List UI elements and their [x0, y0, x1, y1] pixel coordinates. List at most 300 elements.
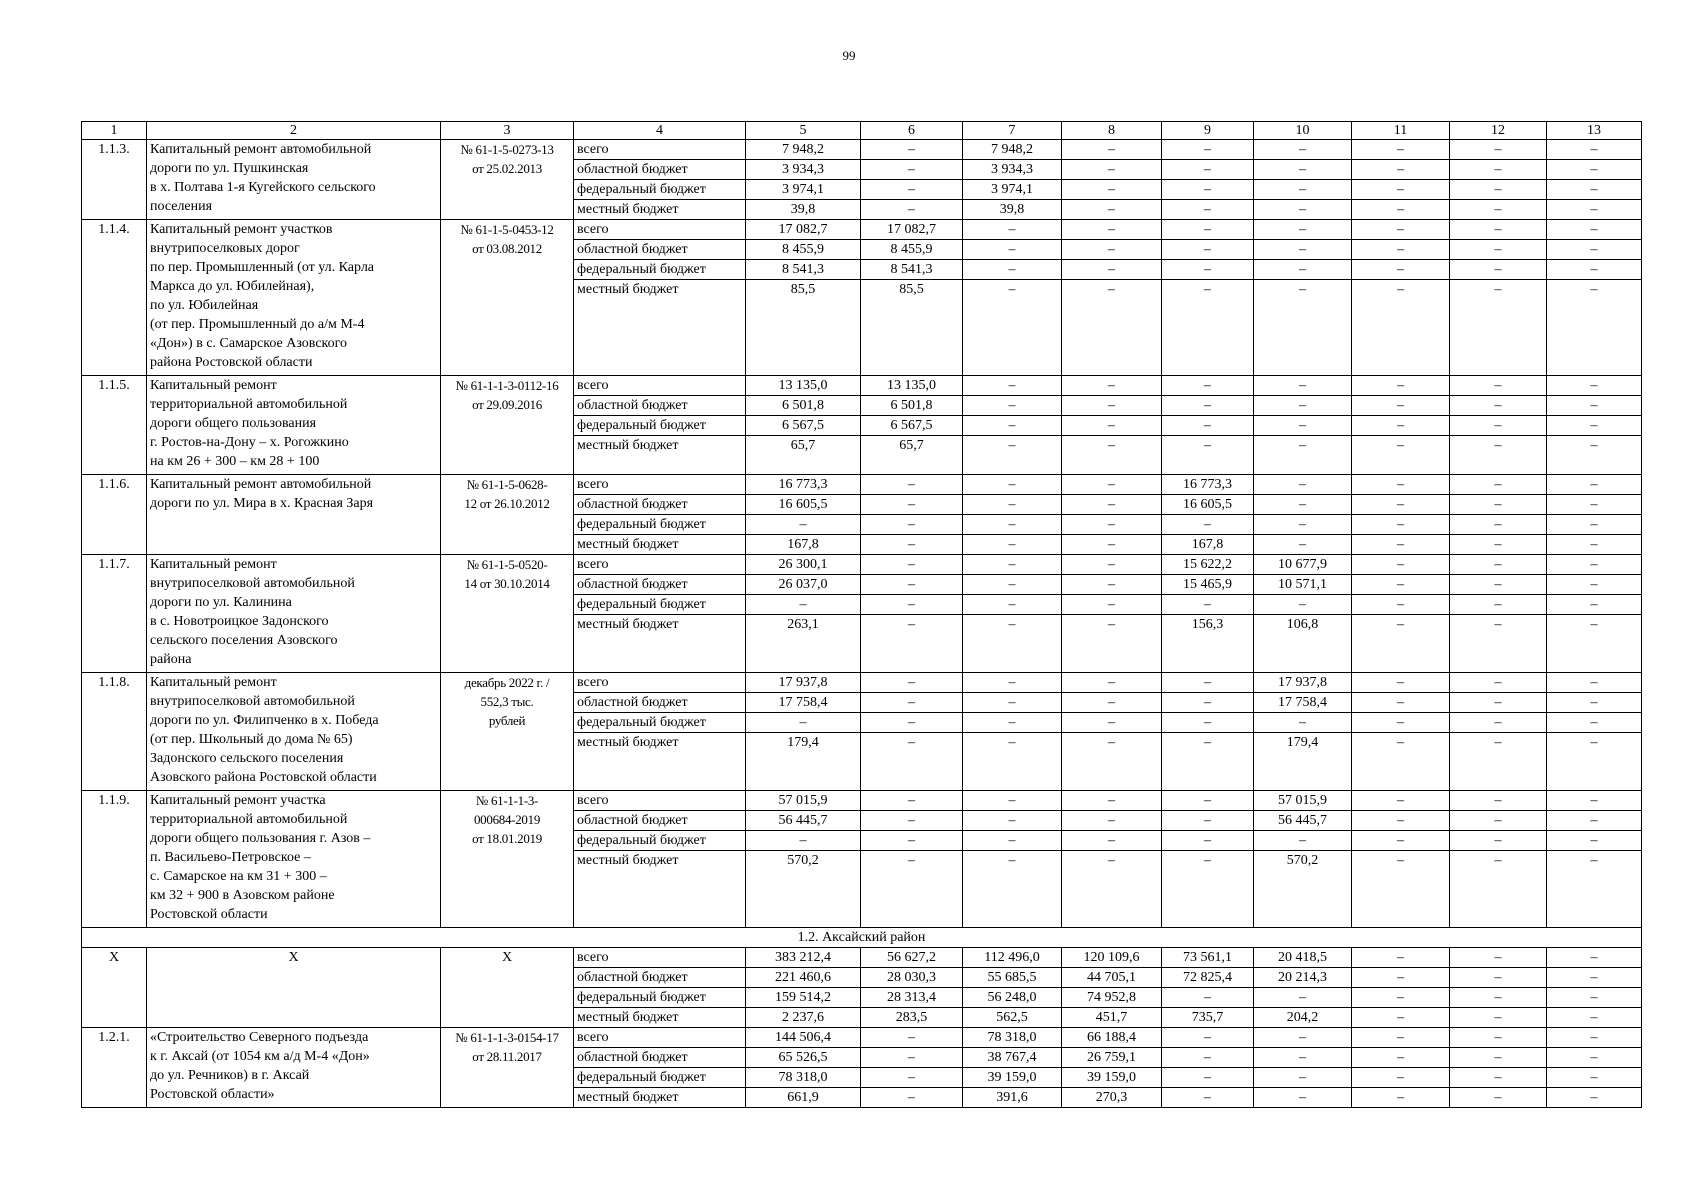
value-cell: –	[1352, 200, 1450, 220]
value-cell: 65 526,5	[746, 1048, 861, 1068]
text-line: сельского поселения Азовского	[150, 633, 338, 648]
value-cell: –	[1450, 1028, 1547, 1048]
funding-source: местный бюджет	[574, 733, 746, 791]
value-cell: –	[1352, 140, 1450, 160]
item-number: 1.1.9.	[82, 791, 147, 928]
value-cell: –	[1162, 436, 1254, 475]
value-cell: –	[1547, 495, 1642, 515]
value-cell: –	[1352, 260, 1450, 280]
value-cell: –	[1547, 851, 1642, 928]
value-cell: –	[861, 791, 963, 811]
value-cell: –	[1547, 280, 1642, 376]
table-row	[82, 673, 1642, 693]
value-cell: –	[963, 555, 1062, 575]
value-cell: –	[746, 515, 861, 535]
funding-source: областной бюджет	[574, 693, 746, 713]
value-cell: –	[1450, 988, 1547, 1008]
value-cell: 17 937,8	[1254, 673, 1352, 693]
value-cell: –	[1547, 140, 1642, 160]
value-cell: –	[1254, 831, 1352, 851]
value-cell: –	[963, 575, 1062, 595]
text-line: № 61-1-5-0273-13	[460, 142, 554, 157]
value-cell: 16 773,3	[1162, 475, 1254, 495]
funding-source: всего	[574, 376, 746, 396]
value-cell: 6 501,8	[746, 396, 861, 416]
text-line: от 03.08.2012	[472, 241, 542, 256]
value-cell: –	[1547, 1068, 1642, 1088]
value-cell: –	[963, 436, 1062, 475]
value-cell: –	[1352, 1088, 1450, 1108]
value-cell: 39 159,0	[963, 1068, 1062, 1088]
value-cell: –	[1162, 396, 1254, 416]
value-cell: 221 460,6	[746, 968, 861, 988]
value-cell: –	[1450, 811, 1547, 831]
text-line: дороги по ул. Калинина	[150, 595, 292, 610]
text-line: дороги по ул. Пушкинская	[150, 161, 309, 176]
value-cell: –	[1352, 220, 1450, 240]
value-cell: 570,2	[1254, 851, 1352, 928]
value-cell: –	[1162, 831, 1254, 851]
value-cell: –	[1062, 713, 1162, 733]
value-cell: –	[1547, 1008, 1642, 1028]
table-row	[82, 1028, 1642, 1048]
item-number: 1.1.8.	[82, 673, 147, 791]
value-cell: –	[963, 713, 1062, 733]
value-cell: 56 627,2	[861, 948, 963, 968]
value-cell: –	[1062, 673, 1162, 693]
value-cell: –	[1547, 260, 1642, 280]
value-cell: –	[1547, 968, 1642, 988]
value-cell: –	[861, 595, 963, 615]
value-cell: –	[1254, 1048, 1352, 1068]
value-cell: –	[1062, 436, 1162, 475]
column-number: 4	[574, 122, 746, 140]
value-cell: –	[1062, 160, 1162, 180]
funding-source: областной бюджет	[574, 811, 746, 831]
value-cell: –	[1450, 791, 1547, 811]
value-cell: –	[1352, 831, 1450, 851]
text-line: г. Ростов-на-Дону – х. Рогожкино	[150, 435, 349, 450]
value-cell: –	[1352, 988, 1450, 1008]
value-cell: 17 937,8	[746, 673, 861, 693]
value-cell: 383 212,4	[746, 948, 861, 968]
value-cell: –	[1254, 200, 1352, 220]
value-cell: –	[1352, 515, 1450, 535]
value-cell: 159 514,2	[746, 988, 861, 1008]
value-cell: 16 773,3	[746, 475, 861, 495]
value-cell: –	[861, 575, 963, 595]
value-cell: –	[1062, 376, 1162, 396]
column-number: 12	[1450, 122, 1547, 140]
value-cell: 283,5	[861, 1008, 963, 1028]
text-line: Капитальный ремонт участков	[150, 222, 333, 237]
value-cell: 73 561,1	[1162, 948, 1254, 968]
value-cell: –	[1162, 988, 1254, 1008]
value-cell: 167,8	[1162, 535, 1254, 555]
value-cell: 6 501,8	[861, 396, 963, 416]
funding-source: федеральный бюджет	[574, 831, 746, 851]
value-cell: –	[1254, 396, 1352, 416]
value-cell: –	[1062, 831, 1162, 851]
column-number: 11	[1352, 122, 1450, 140]
value-cell: 16 605,5	[746, 495, 861, 515]
value-cell: –	[861, 713, 963, 733]
value-cell: –	[1254, 515, 1352, 535]
value-cell: –	[1162, 1068, 1254, 1088]
value-cell: –	[1547, 1028, 1642, 1048]
value-cell: –	[1062, 811, 1162, 831]
value-cell: –	[1162, 595, 1254, 615]
text-line: дороги общего пользования	[150, 416, 317, 431]
value-cell: –	[1254, 180, 1352, 200]
value-cell: –	[861, 140, 963, 160]
value-cell: 39,8	[746, 200, 861, 220]
value-cell: –	[1162, 693, 1254, 713]
value-cell: –	[861, 515, 963, 535]
text-line: № 61-1-1-3-0112-16	[455, 378, 559, 393]
value-cell: –	[1352, 475, 1450, 495]
value-cell: –	[1162, 713, 1254, 733]
value-cell: –	[1352, 1028, 1450, 1048]
column-number: 5	[746, 122, 861, 140]
value-cell: 179,4	[746, 733, 861, 791]
item-number: 1.1.5.	[82, 376, 147, 475]
text-line: декабрь 2022 г. /	[464, 675, 550, 690]
value-cell: –	[861, 733, 963, 791]
value-cell: –	[1450, 1048, 1547, 1068]
value-cell: –	[861, 673, 963, 693]
value-cell: 3 974,1	[963, 180, 1062, 200]
value-cell: –	[861, 535, 963, 555]
value-cell: 56 445,7	[1254, 811, 1352, 831]
value-cell: –	[861, 200, 963, 220]
value-cell: –	[1450, 673, 1547, 693]
value-cell: –	[1450, 495, 1547, 515]
value-cell: –	[1162, 280, 1254, 376]
value-cell: –	[1062, 515, 1162, 535]
value-cell: –	[1254, 220, 1352, 240]
text-line: по ул. Юбилейная	[150, 298, 259, 313]
value-cell: –	[1062, 595, 1162, 615]
table-row	[82, 555, 1642, 575]
item-document	[441, 673, 574, 791]
value-cell: 120 109,6	[1062, 948, 1162, 968]
item-document	[441, 140, 574, 220]
text-line: Задонского сельского поселения	[150, 751, 344, 766]
text-line: поселения	[150, 199, 213, 214]
funding-source: всего	[574, 1028, 746, 1048]
item-name	[147, 555, 441, 673]
value-cell: 17 758,4	[746, 693, 861, 713]
value-cell: –	[1450, 968, 1547, 988]
value-cell: –	[1352, 948, 1450, 968]
value-cell: –	[1254, 1068, 1352, 1088]
section-mark: Х	[441, 948, 574, 1028]
value-cell: –	[1352, 693, 1450, 713]
section-mark: Х	[82, 948, 147, 1028]
text-line: территориальной автомобильной	[150, 812, 348, 827]
value-cell: –	[1450, 220, 1547, 240]
table-row	[82, 948, 1642, 968]
value-cell: –	[1450, 851, 1547, 928]
funding-source: местный бюджет	[574, 1088, 746, 1108]
text-line: № 61-1-5-0520-	[466, 557, 548, 572]
item-document	[441, 1028, 574, 1108]
value-cell: –	[963, 280, 1062, 376]
value-cell: –	[1254, 535, 1352, 555]
value-cell: –	[1547, 200, 1642, 220]
value-cell: –	[861, 693, 963, 713]
value-cell: –	[1547, 811, 1642, 831]
value-cell: –	[1352, 555, 1450, 575]
value-cell: –	[1450, 140, 1547, 160]
text-line: п. Васильево-Петровское –	[150, 850, 311, 865]
funding-source: местный бюджет	[574, 280, 746, 376]
text-line: 552,3 тыс.	[480, 694, 534, 709]
column-number: 8	[1062, 122, 1162, 140]
value-cell: 28 313,4	[861, 988, 963, 1008]
funding-source: местный бюджет	[574, 851, 746, 928]
value-cell: –	[963, 615, 1062, 673]
value-cell: 263,1	[746, 615, 861, 673]
value-cell: –	[963, 851, 1062, 928]
value-cell: –	[1162, 1088, 1254, 1108]
value-cell: 106,8	[1254, 615, 1352, 673]
funding-source: всего	[574, 140, 746, 160]
value-cell: –	[1062, 575, 1162, 595]
funding-source: федеральный бюджет	[574, 988, 746, 1008]
text-line: № 61-1-1-3-	[475, 793, 539, 808]
text-line: дороги по ул. Филипченко в х. Победа	[150, 713, 379, 728]
value-cell: 8 541,3	[746, 260, 861, 280]
value-cell: –	[963, 595, 1062, 615]
value-cell: –	[1162, 1028, 1254, 1048]
table-row	[82, 140, 1642, 160]
value-cell: –	[1352, 376, 1450, 396]
item-number: 1.1.7.	[82, 555, 147, 673]
value-cell: –	[963, 396, 1062, 416]
value-cell: –	[1450, 200, 1547, 220]
value-cell: –	[963, 733, 1062, 791]
value-cell: –	[1547, 673, 1642, 693]
text-line: внутрипоселковой автомобильной	[150, 694, 355, 709]
value-cell: –	[1352, 851, 1450, 928]
value-cell: –	[1547, 436, 1642, 475]
value-cell: –	[1547, 733, 1642, 791]
value-cell: –	[1352, 968, 1450, 988]
value-cell: 391,6	[963, 1088, 1062, 1108]
value-cell: –	[861, 1048, 963, 1068]
value-cell: –	[1450, 1068, 1547, 1088]
text-line: км 32 + 900 в Азовском районе	[150, 888, 335, 903]
value-cell: –	[861, 1088, 963, 1108]
value-cell: –	[1547, 575, 1642, 595]
value-cell: 8 455,9	[861, 240, 963, 260]
page-number: 99	[842, 48, 856, 63]
value-cell: –	[1547, 515, 1642, 535]
value-cell: –	[1254, 475, 1352, 495]
value-cell: –	[1254, 1088, 1352, 1108]
value-cell: 204,2	[1254, 1008, 1352, 1028]
value-cell: –	[1062, 851, 1162, 928]
text-line: (от пер. Промышленный до а/м М-4	[150, 317, 365, 332]
item-name	[147, 220, 441, 376]
value-cell: 13 135,0	[861, 376, 963, 396]
value-cell: 20 214,3	[1254, 968, 1352, 988]
value-cell: –	[1547, 180, 1642, 200]
value-cell: –	[861, 160, 963, 180]
value-cell: 78 318,0	[963, 1028, 1062, 1048]
value-cell: –	[1547, 595, 1642, 615]
value-cell: –	[1547, 1048, 1642, 1068]
value-cell: –	[1547, 791, 1642, 811]
value-cell: –	[861, 1028, 963, 1048]
text-line: 14 от 30.10.2014	[464, 576, 550, 591]
value-cell: 7 948,2	[963, 140, 1062, 160]
value-cell: –	[963, 220, 1062, 240]
value-cell: 39,8	[963, 200, 1062, 220]
text-line: дороги по ул. Мира в х. Красная Заря	[150, 496, 374, 511]
value-cell: 55 685,5	[963, 968, 1062, 988]
value-cell: –	[1062, 535, 1162, 555]
value-cell: –	[1254, 160, 1352, 180]
value-cell: –	[1254, 240, 1352, 260]
value-cell: 10 571,1	[1254, 575, 1352, 595]
item-number: 1.2.1.	[82, 1028, 147, 1108]
text-line: Азовского района Ростовской области	[150, 770, 377, 785]
value-cell: –	[1547, 988, 1642, 1008]
value-cell: –	[861, 811, 963, 831]
funding-source: федеральный бюджет	[574, 416, 746, 436]
budget-table	[81, 121, 1642, 1108]
value-cell: –	[1162, 851, 1254, 928]
value-cell: –	[1254, 713, 1352, 733]
text-line: к г. Аксай (от 1054 км а/д М-4 «Дон»	[150, 1049, 370, 1064]
value-cell: –	[1450, 475, 1547, 495]
value-cell: –	[1352, 1008, 1450, 1028]
value-cell: –	[1450, 693, 1547, 713]
value-cell: –	[1450, 831, 1547, 851]
value-cell: –	[1062, 555, 1162, 575]
value-cell: –	[1547, 615, 1642, 673]
value-cell: –	[1352, 160, 1450, 180]
value-cell: –	[1352, 673, 1450, 693]
item-document	[441, 791, 574, 928]
value-cell: –	[861, 555, 963, 575]
value-cell: 270,3	[1062, 1088, 1162, 1108]
funding-source: областной бюджет	[574, 968, 746, 988]
value-cell: 56 248,0	[963, 988, 1062, 1008]
funding-source: областной бюджет	[574, 240, 746, 260]
funding-source: областной бюджет	[574, 160, 746, 180]
value-cell: 26 037,0	[746, 575, 861, 595]
value-cell: –	[746, 831, 861, 851]
funding-source: местный бюджет	[574, 535, 746, 555]
column-number: 7	[963, 122, 1062, 140]
value-cell: –	[1450, 436, 1547, 475]
value-cell: –	[1547, 240, 1642, 260]
text-line: внутрипоселковой автомобильной	[150, 576, 355, 591]
value-cell: –	[1547, 220, 1642, 240]
value-cell: –	[963, 811, 1062, 831]
value-cell: –	[1254, 436, 1352, 475]
value-cell: –	[1352, 733, 1450, 791]
text-line: 12 от 26.10.2012	[464, 496, 550, 511]
value-cell: –	[963, 831, 1062, 851]
text-line: Ростовской области»	[150, 1087, 275, 1102]
value-cell: –	[861, 615, 963, 673]
value-cell: 65,7	[746, 436, 861, 475]
value-cell: 57 015,9	[746, 791, 861, 811]
funding-source: всего	[574, 948, 746, 968]
value-cell: –	[1352, 436, 1450, 475]
text-line: территориальной автомобильной	[150, 397, 348, 412]
value-cell: –	[1254, 376, 1352, 396]
column-number: 2	[147, 122, 441, 140]
value-cell: 10 677,9	[1254, 555, 1352, 575]
text-line: Капитальный ремонт участка	[150, 793, 326, 808]
text-line: дороги общего пользования г. Азов –	[150, 831, 371, 846]
value-cell: –	[861, 495, 963, 515]
value-cell: 20 418,5	[1254, 948, 1352, 968]
table-row	[82, 376, 1642, 396]
value-cell: –	[1162, 733, 1254, 791]
value-cell: 3 974,1	[746, 180, 861, 200]
value-cell: –	[963, 791, 1062, 811]
item-name	[147, 140, 441, 220]
column-number: 3	[441, 122, 574, 140]
item-document	[441, 555, 574, 673]
value-cell: 56 445,7	[746, 811, 861, 831]
value-cell: –	[1162, 673, 1254, 693]
funding-source: федеральный бюджет	[574, 260, 746, 280]
value-cell: –	[1162, 791, 1254, 811]
value-cell: –	[1450, 280, 1547, 376]
value-cell: –	[1352, 240, 1450, 260]
value-cell: 85,5	[746, 280, 861, 376]
value-cell: –	[963, 260, 1062, 280]
item-document	[441, 376, 574, 475]
funding-source: всего	[574, 555, 746, 575]
text-line: до ул. Речников) в г. Аксай	[150, 1068, 310, 1083]
funding-source: областной бюджет	[574, 1048, 746, 1068]
value-cell: –	[1254, 495, 1352, 515]
value-cell: –	[1547, 416, 1642, 436]
value-cell: –	[1254, 280, 1352, 376]
value-cell: –	[1450, 240, 1547, 260]
funding-source: федеральный бюджет	[574, 595, 746, 615]
text-line: рублей	[488, 713, 526, 728]
value-cell: –	[1162, 180, 1254, 200]
value-cell: 39 159,0	[1062, 1068, 1162, 1088]
text-line: от 28.11.2017	[472, 1049, 542, 1064]
value-cell: –	[1352, 615, 1450, 673]
value-cell: –	[1352, 396, 1450, 416]
item-document	[441, 475, 574, 555]
value-cell: –	[1062, 733, 1162, 791]
value-cell: 78 318,0	[746, 1068, 861, 1088]
value-cell: –	[1162, 200, 1254, 220]
text-line: № 61-1-5-0453-12	[460, 222, 554, 237]
value-cell: 13 135,0	[746, 376, 861, 396]
item-name	[147, 673, 441, 791]
value-cell: –	[1450, 260, 1547, 280]
value-cell: –	[1450, 160, 1547, 180]
funding-source: всего	[574, 475, 746, 495]
value-cell: –	[1062, 475, 1162, 495]
value-cell: –	[1062, 791, 1162, 811]
value-cell: –	[1547, 1088, 1642, 1108]
